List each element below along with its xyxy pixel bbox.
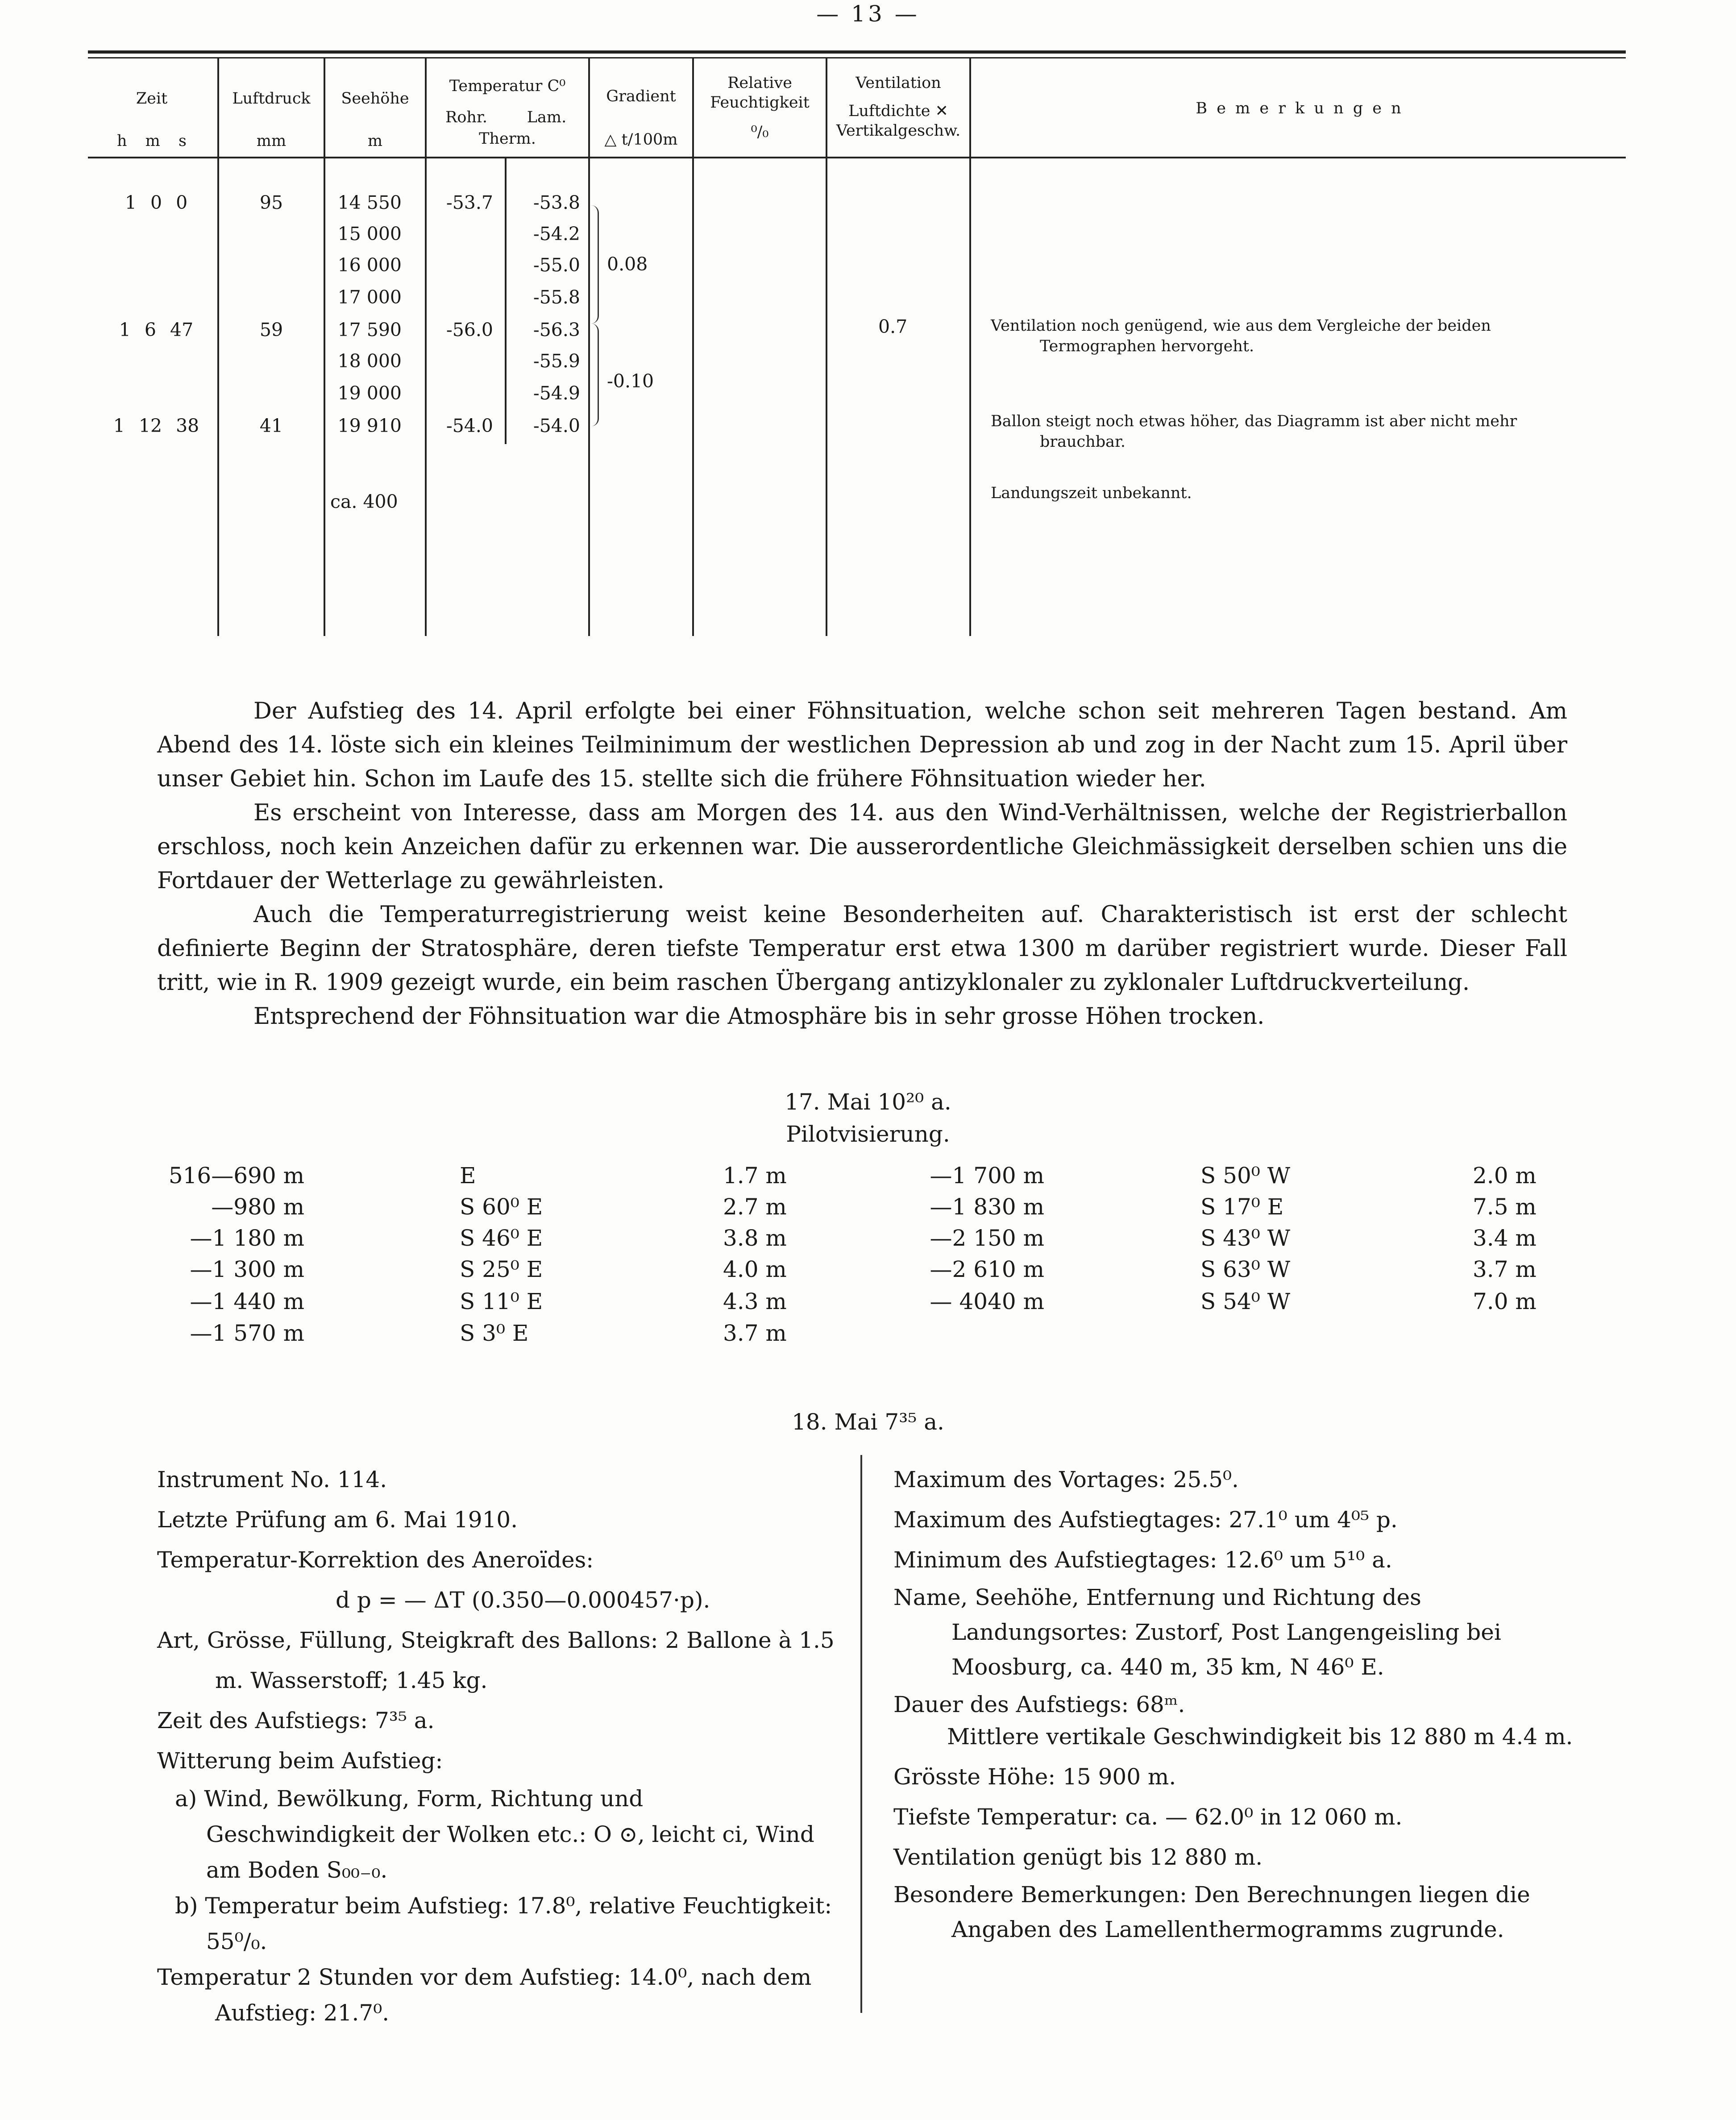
table-cell-seehoehe: 19 910 — [337, 415, 402, 436]
header-rohr: Rohr. — [445, 108, 487, 126]
table-cell-seehoehe: 17 590 — [337, 319, 402, 341]
pilot-alt: —1 830 m — [930, 1194, 1044, 1220]
remark: Landungszeit unbekannt. — [991, 484, 1192, 502]
header-gradient: Gradient — [606, 87, 676, 105]
table-top-rule-thin — [88, 57, 1626, 58]
paragraph: Entsprechend der Föhnsituation war die Atmosphäre bis in sehr grosse Höhen trocken. — [253, 1003, 1265, 1030]
table-cell-lam: -54.9 — [533, 382, 580, 404]
witterung-a: a) Wind, Bewölkung, Form, Richtung und Geschwindigkeit der Wolken etc.: O ⊙, leicht ci, Wind am Boden S₀₀₋₀. — [175, 1786, 814, 1883]
pilot-speed: 3.7 m — [1473, 1256, 1537, 1282]
pruefung-line: Letzte Prüfung am 6. Mai 1910. — [157, 1507, 518, 1533]
header-ventilation: Ventilation — [856, 74, 941, 92]
pilot-dir: S 54⁰ W — [1200, 1289, 1291, 1314]
pilot-speed: 7.0 m — [1473, 1289, 1537, 1314]
gradient-brace — [591, 205, 599, 324]
header-temperatur: Temperatur C⁰ — [449, 77, 566, 95]
discussion-text — [157, 694, 1567, 1034]
gradient-value: 0.08 — [607, 254, 648, 275]
witterung-b: b) Temperatur beim Aufstieg: 17.8⁰, relative Feuchtigkeit: 55⁰/₀. — [175, 1893, 832, 1954]
header-lam: Lam. — [527, 108, 567, 126]
table-cell-zeit: 1 12 38 — [113, 415, 199, 436]
pilot-alt: —1 180 m — [190, 1225, 304, 1251]
pilot-speed: 1.7 m — [723, 1163, 787, 1189]
pilot-alt: —2 610 m — [930, 1256, 1044, 1282]
table-header-rule — [88, 157, 1626, 158]
pilot-dir: S 63⁰ W — [1200, 1256, 1291, 1282]
table-cell-lam: -55.8 — [533, 287, 580, 308]
pilot-dir: S 46⁰ E — [460, 1225, 543, 1251]
column-divider — [505, 158, 507, 444]
pilot-alt: — 4040 m — [930, 1289, 1044, 1314]
table-cell-seehoehe: 17 000 — [337, 287, 402, 308]
gradient-brace — [591, 324, 599, 426]
pilot-dir: S 11⁰ E — [460, 1289, 543, 1314]
table-cell-lam: -55.9 — [533, 350, 580, 372]
header-ventilation-sub: Luftdichte ✕ Vertikalgeschw. — [836, 102, 961, 140]
header-seehoehe: Seehöhe — [341, 90, 409, 108]
pilot-alt: —980 m — [211, 1194, 304, 1220]
table-cell-rohr: -54.0 — [446, 415, 493, 436]
header-gradient-unit: △ t/100m — [604, 131, 678, 149]
table-cell-lam: -54.2 — [533, 223, 580, 245]
remark: Ventilation noch genügend, wie aus dem Vergleiche der beiden Termographen hervorgeht. — [991, 317, 1491, 355]
mittlere-geschwindigkeit: Mittlere vertikale Geschwindigkeit bis 12 880 m 4.4 m. — [947, 1724, 1573, 1750]
instrument-line: Instrument No. 114. — [157, 1467, 387, 1492]
table-cell-luftdruck: 59 — [259, 319, 283, 341]
pilot-alt: —1 570 m — [190, 1320, 304, 1346]
ascent-right-column — [893, 1459, 1573, 1947]
table-cell-lam: -56.3 — [533, 319, 580, 341]
max-vortag: Maximum des Vortages: 25.5⁰. — [893, 1467, 1239, 1492]
table-cell-rohr: -56.0 — [446, 319, 493, 341]
table-cell-luftdruck: 41 — [259, 415, 283, 436]
landungsort: Name, Seehöhe, Entfernung und Richtung des Landungsortes: Zustorf, Post Langengeisling bei Moosburg, ca. 440 m, 35 km, N 46⁰ E. — [893, 1584, 1501, 1680]
table-top-rule — [88, 50, 1626, 54]
zeit-line: Zeit des Aufstiegs: 7³⁵ a. — [157, 1708, 435, 1733]
pilot-alt: —1 300 m — [190, 1256, 304, 1282]
table-cell-zeit: 1 6 47 — [119, 319, 194, 341]
ventilation-genuegt: Ventilation genügt bis 12 880 m. — [893, 1844, 1263, 1870]
pilot-speed: 3.4 m — [1473, 1225, 1537, 1251]
pilot-dir: S 60⁰ E — [460, 1194, 543, 1220]
min-aufstiegtag: Minimum des Aufstiegtages: 12.6⁰ um 5¹⁰ a. — [893, 1547, 1392, 1573]
table-cell-seehoehe: ca. 400 — [330, 491, 398, 512]
remark: Ballon steigt noch etwas höher, das Diagramm ist aber nicht mehr brauchbar. — [991, 412, 1517, 451]
groesste-hoehe: Grösste Höhe: 15 900 m. — [893, 1764, 1176, 1790]
ballon-line: Art, Grösse, Füllung, Steigkraft des Ballons: 2 Ballone à 1.5 m. Wasserstoff; 1.45 kg. — [157, 1627, 835, 1693]
page-number: — 13 — — [816, 1, 920, 27]
tiefste-temperatur: Tiefste Temperatur: ca. — 62.0⁰ in 12 060 m. — [893, 1804, 1403, 1830]
paragraph: Es erscheint von Interesse, dass am Morgen des 14. aus den Wind-Verhältnissen, welche der Registrierballon erschloss, noch kein Anzeichen dafür zu erkennen war. Die ausserordentliche Gleichmässigkeit derselben schien uns die Fortdauer der Wetterlage zu gewährleisten. — [157, 800, 1567, 894]
ascent-left-column — [157, 1459, 835, 2031]
table-cell-seehoehe: 15 000 — [337, 223, 402, 245]
pilot-speed: 4.0 m — [723, 1256, 787, 1282]
header-luftdruck: Luftdruck — [232, 90, 311, 108]
column-divider — [826, 58, 827, 636]
pilot-speed: 2.7 m — [723, 1194, 787, 1220]
pilot-speed: 3.7 m — [723, 1320, 787, 1346]
pilot-subtitle: Pilotvisierung. — [786, 1121, 950, 1147]
paragraph: Auch die Temperaturregistrierung weist keine Besonderheiten auf. Charakteristisch ist erst der schlecht definierte Beginn der Stratosphäre, deren tiefste Temperatur erst etwa 1300 m darüber registriert wurde. Dieser Fall tritt, wie in R. 1909 gezeigt wurde, ein beim raschen Übergang antizyklonaler zu zyklonaler Luftdruckverteilung. — [157, 902, 1567, 996]
pilot-speed: 2.0 m — [1473, 1163, 1537, 1189]
gradient-value: -0.10 — [607, 370, 654, 392]
max-aufstiegtag: Maximum des Aufstiegtages: 27.1⁰ um 4⁰⁵ p. — [893, 1507, 1398, 1533]
pilot-alt: —2 150 m — [930, 1225, 1044, 1251]
paragraph: Der Aufstieg des 14. April erfolgte bei einer Föhnsituation, welche schon seit mehreren Tagen bestand. Am Abend des 14. löste sich ein kleines Teilminimum der westlichen Depression ab und zog in der Nacht zum 15. April über unser Gebiet hin. Schon im Laufe des 15. stellte sich die frühere Föhnsituation wieder her. — [157, 698, 1567, 792]
witterung-label: Witterung beim Aufstieg: — [157, 1748, 443, 1774]
table-cell-lam: -53.8 — [533, 192, 580, 213]
pilot-title: 17. Mai 10²⁰ a. — [785, 1089, 951, 1115]
pilot-speed: 4.3 m — [723, 1289, 787, 1314]
header-zeit-units: h m s — [117, 132, 187, 150]
table-cell-seehoehe: 14 550 — [337, 192, 402, 213]
table-cell-lam: -55.0 — [533, 254, 580, 276]
temperatur-line: Temperatur 2 Stunden vor dem Aufstieg: 14.0⁰, nach dem Aufstieg: 21.7⁰. — [157, 1964, 812, 2026]
korrektion-label: Temperatur-Korrektion des Aneroïdes: — [157, 1547, 594, 1573]
table-cell-seehoehe: 19 000 — [337, 382, 402, 404]
table-cell-seehoehe: 16 000 — [337, 254, 402, 276]
pilot-dir: S 3⁰ E — [460, 1320, 529, 1346]
column-divider — [692, 58, 694, 636]
header-seehoehe-unit: m — [367, 132, 383, 150]
header-feuchte-unit: ⁰/₀ — [751, 123, 769, 141]
table-cell-lam: -54.0 — [533, 415, 580, 436]
pilot-dir: S 17⁰ E — [1200, 1194, 1284, 1220]
header-luftdruck-unit: mm — [256, 132, 287, 150]
korrektion-formula: d p = — ΔT (0.350—0.000457·p). — [336, 1587, 710, 1613]
table-cell-luftdruck: 95 — [259, 192, 283, 213]
pilot-alt: —1 700 m — [930, 1163, 1044, 1189]
pilot-dir: S 43⁰ W — [1200, 1225, 1291, 1251]
ascent-title: 18. Mai 7³⁵ a. — [792, 1409, 944, 1435]
header-feuchte: Relative Feuchtigkeit — [710, 74, 810, 112]
pilot-dir: E — [460, 1163, 476, 1189]
pilot-speed: 7.5 m — [1473, 1194, 1537, 1220]
ventilation-value: 0.7 — [878, 316, 908, 337]
pilot-dir: S 25⁰ E — [460, 1256, 543, 1282]
header-therm: Therm. — [479, 130, 536, 148]
dauer: Dauer des Aufstiegs: 68ᵐ. — [893, 1692, 1185, 1717]
table-cell-seehoehe: 18 000 — [337, 350, 402, 372]
table-cell-rohr: -53.7 — [446, 192, 493, 213]
table-cell-zeit: 1 0 0 — [125, 192, 188, 213]
pilot-speed: 3.8 m — [723, 1225, 787, 1251]
column-separator — [860, 1455, 862, 2013]
header-bemerkungen: B e m e r k u n g e n — [1196, 100, 1401, 117]
column-divider — [969, 58, 971, 636]
pilot-dir: S 50⁰ W — [1200, 1163, 1291, 1189]
besondere-bemerkungen: Besondere Bemerkungen: Den Berechnungen liegen die Angaben des Lamellenthermogramms zugrunde. — [893, 1882, 1530, 1942]
header-zeit: Zeit — [136, 90, 168, 108]
pilot-alt: 516—690 m — [168, 1163, 304, 1189]
pilot-alt: —1 440 m — [190, 1289, 304, 1314]
